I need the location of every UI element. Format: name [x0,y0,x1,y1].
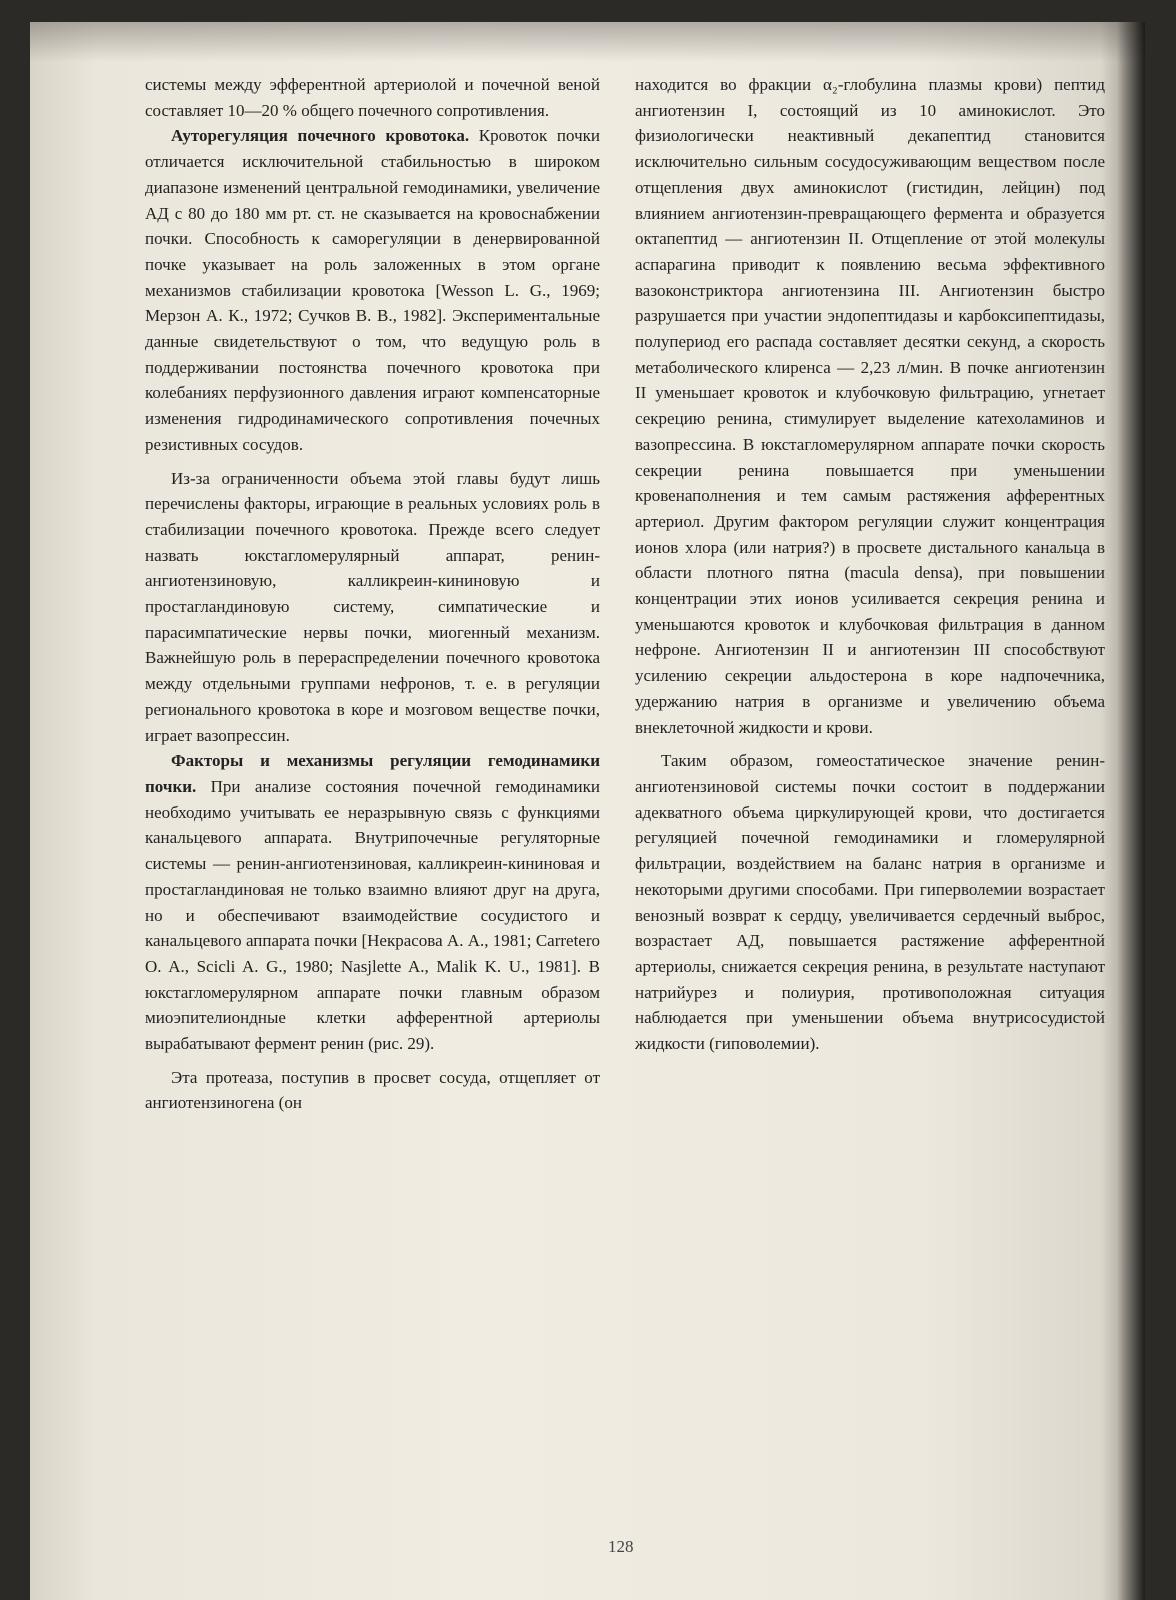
paragraph: системы между эфферентной артериолой и почечной веной составляет 10—20 % общего почечного сопротивления. [145,75,600,120]
book-page [30,22,1145,1600]
section-heading: Ауторегуляция почечного кровотока. [171,126,470,146]
paragraph-body: Кровоток почки отличается исключительной стабильностью в широком диапазоне изменений центральной гемодинамики, увеличение АД с 80 до 180 мм рт. ст. не сказывается на кровоснабжении почки. Способность к саморегуляции в денервированной почке указывает на роль заложенных в этом органе механизмов стабилизации кровотока [Wesson L. G., 1969; Мерзон А. К., 1972; Сучков В. В., 1982]. Экспериментальные данные свидетельствуют о том, что ведущую роль в поддерживании постоянства почечного кровотока при колебаниях перфузионного давления играют компенсаторные изменения гидродинамического сопротивления почечных резистивных сосудов. [145,126,600,454]
paragraph: находится во фракции α₂-глобулина плазмы крови) пептид ангиотензин I, состоящий из 10 аминокислот. Это физиологически неактивный декапептид становится исключительно сильным сосудосуживающим веществом после отщепления двух аминокислот (гистидин, лейцин) под влиянием ангиотензин-превращающего фермента и образуется октапептид — ангиотензин II. Отщепление от этой молекулы аспарагина приводит к появлению весьма эффективного вазоконстриктора ангиотензина III. Ангиотензин быстро разрушается при участии эндопептидазы и карбоксипептидазы, полупериод его распада составляет десятки секунд, а скорость метаболического клиренса — 2,23 л/мин. В почке ангиотензин II уменьшает кровоток и клубочковую фильтрацию, угнетает секрецию ренина, стимулирует выделение катехоламинов и вазопрессина. В юкстагломерулярном аппарате почки скорость секреции ренина повышается при уменьшении кровенаполнения и тем самым растяжения афферентных артериол. Другим фактором регуляции служит концентрация ионов хлора (или натрия?) в просвете дистального канальца в области плотного пятна (macula densa), при повышении концентрации этих ионов усиливается секреция ренина и уменьшаются кровоток и клубочковая фильтрация в данном нефроне. Ангиотензин II и ангиотензин III способствуют усилению секреции альдостерона в коре надпочечника, удержанию натрия в организме и увеличению объема внеклеточной жидкости и крови. [635,75,1105,737]
paragraph [145,123,600,457]
paragraph-body: При анализе состояния почечной гемодинамики необходимо учитывать ее неразрывную связь с функциями канальцевого аппарата. Внутрипочечные регуляторные системы — ренин-ангиотензиновая, калликреин-кининовая и простагландиновая не только взаимно влияют друг на друга, но и обеспечивают взаимодействие сосудистого и канальцевого аппарата почки [Некрасова А. А., 1981; Carretero O. A., Scicli A. G., 1980; Nasjlette A., Malik K. U., 1981]. В юкстагломерулярном аппарате почки главным образом миоэпителиондные клетки афферентной артериолы вырабатывают фермент ренин (рис. 29). [145,776,600,1054]
right-column [635,72,1105,1057]
section-heading: Факторы и механизмы регуляции гемодинамики почки. [145,751,600,796]
paragraph [145,748,600,1056]
left-column [145,72,600,1116]
paragraph: Таким образом, гомеостатическое значение ренин-ангиотензиновой системы почки состоит в поддержании адекватного объема циркулирующей крови, что достигается регуляцией почечной гемодинамики и гломерулярной фильтрации, воздействием на баланс натрия в организме и некоторыми другими способами. При гиперволемии возрастает венозный возврат к сердцу, увеличивается сердечный выброс, возрастает АД, повышается растяжение афферентной артериолы, снижается секреция ренина, в результате наступают натрийурез и полиурия, противоположная ситуация наблюдается при уменьшении объема внутрисосудистой жидкости (гиповолемии). [635,751,1105,1054]
paragraph: Из-за ограниченности объема этой главы будут лишь перечислены факторы, играющие в реальных условиях роль в стабилизации почечного кровотока. Прежде всего следует назвать юкстагломерулярный аппарат, ренин-ангиотензиновую, калликреин-кининовую и простагландиновую систему, симпатические и парасимпатические нервы почки, миогенный механизм. Важнейшую роль в перераспределении почечного кровотока между отдельными группами нефронов, т. е. в регуляции регионального кровотока в коре и мозговом веществе почки, играет вазопрессин. [145,468,600,745]
page-number: 128 [608,1537,634,1556]
paragraph: Эта протеаза, поступив в просвет сосуда, отщепляет от ангиотензиногена (он [145,1067,600,1113]
